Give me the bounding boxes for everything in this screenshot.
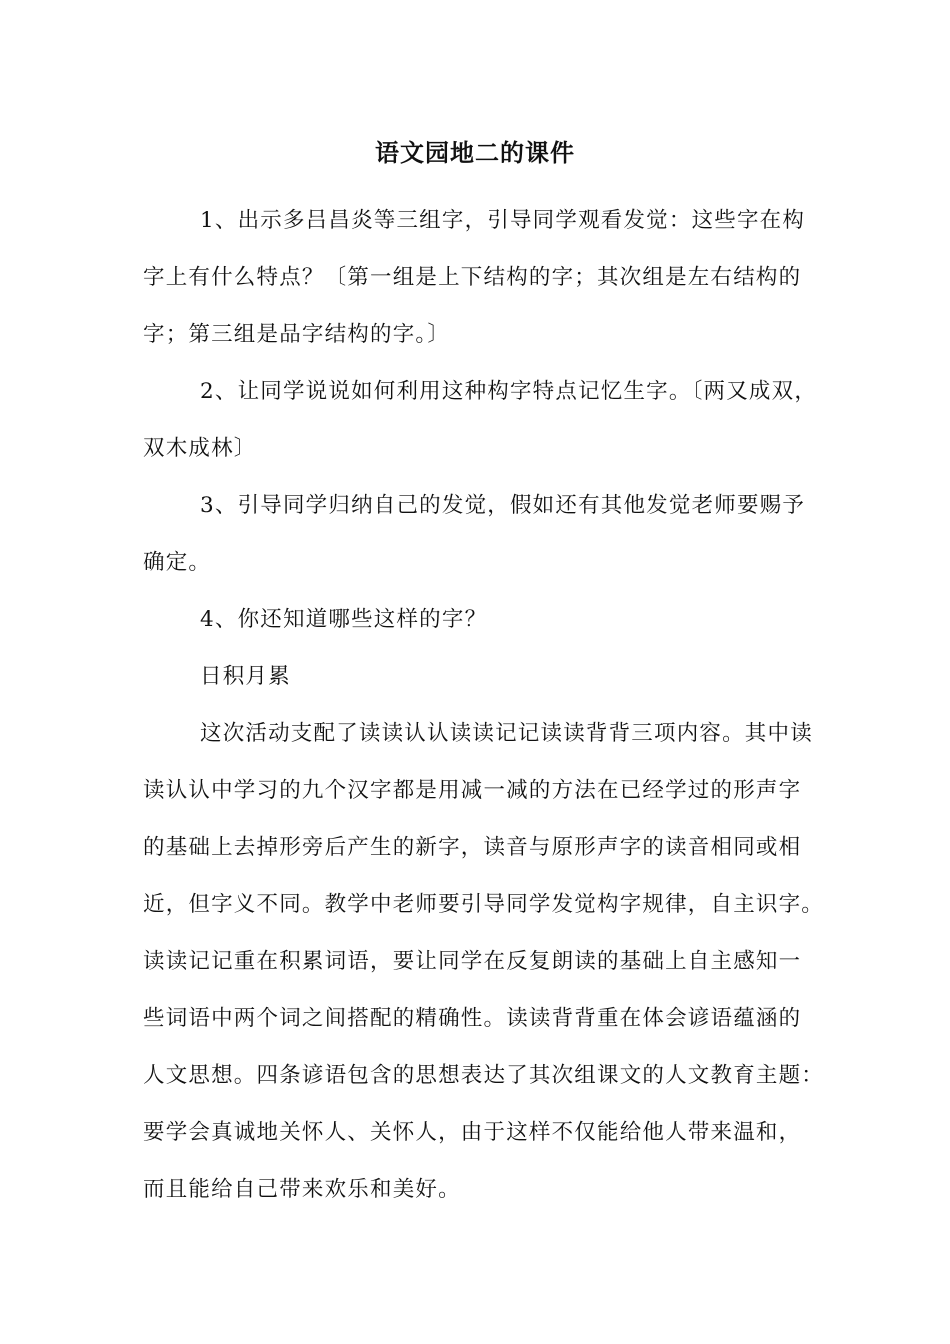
text-line: 近，但字义不同。教学中老师要引导同学发觉构字规律，自主识字。 <box>143 892 825 917</box>
text-line: 3、引导同学归纳自己的发觉，假如还有其他发觉老师要赐予 <box>200 493 806 518</box>
section-heading: 日积月累 <box>200 664 291 689</box>
text-line: 字上有什么特点？〔第一组是上下结构的字；其次组是左右结构的 <box>143 265 802 290</box>
text-line: 要学会真诚地关怀人、关怀人，由于这样不仅能给他人带来温和， <box>143 1120 802 1145</box>
document-title: 语文园地二的课件 <box>375 138 575 167</box>
text-line: 这次活动支配了读读认认读读记记读读背背三项内容。其中读 <box>200 721 813 746</box>
text-line: 1、出示多吕昌炎等三组字，引导同学观看发觉：这些字在构 <box>200 208 806 233</box>
text-line: 的基础上去掉形旁后产生的新字，读音与原形声字的读音相同或相 <box>143 835 802 860</box>
text-line: 2、让同学说说如何利用这种构字特点记忆生字。〔两又成双， <box>200 379 818 404</box>
text-line: 读认认中学习的九个汉字都是用减一减的方法在已经学过的形声字 <box>143 778 802 803</box>
text-line: 读读记记重在积累词语，要让同学在反复朗读的基础上自主感知一 <box>143 949 802 974</box>
text-line: 双木成林〕 <box>143 436 257 461</box>
text-line: 些词语中两个词之间搭配的精确性。读读背背重在体会谚语蕴涵的 <box>143 1006 802 1031</box>
text-line: 字；第三组是品字结构的字。〕 <box>143 322 451 347</box>
text-line: 人文思想。四条谚语包含的思想表达了其次组课文的人文教育主题： <box>143 1063 825 1088</box>
text-line: 确定。 <box>143 550 212 575</box>
text-line: 4、你还知道哪些这样的字？ <box>200 607 488 632</box>
text-line: 而且能给自己带来欢乐和美好。 <box>143 1177 461 1202</box>
